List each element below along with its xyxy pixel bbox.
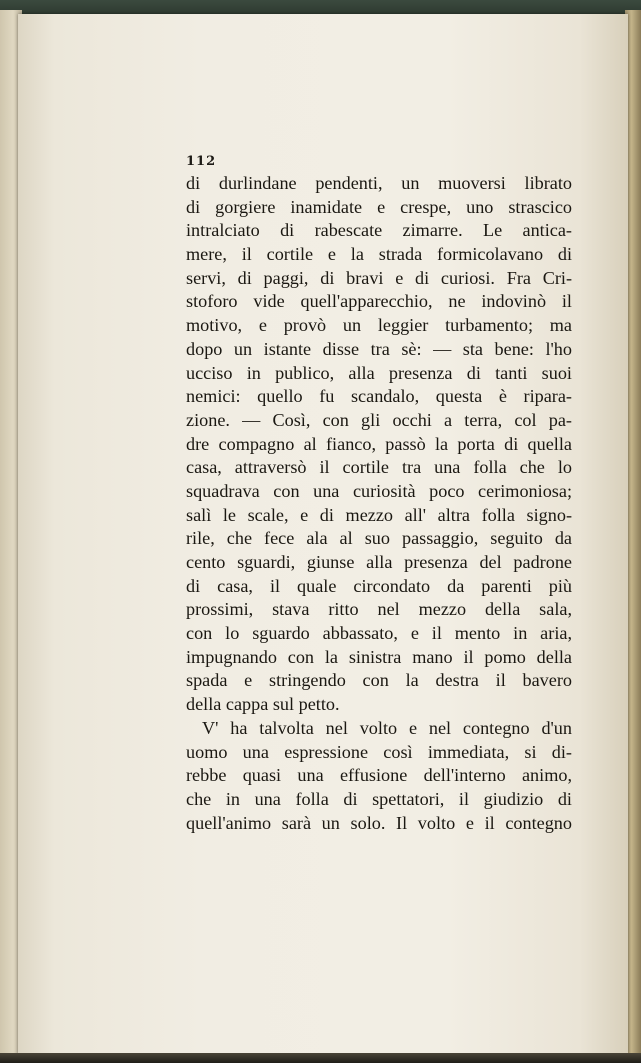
text-line: zione. — Così, con gli occhi a terra, col pa- <box>186 409 572 430</box>
text-line: di casa, il quale circondato da parenti più <box>186 575 572 596</box>
text-line: ucciso in publico, alla presenza di tanti suoi <box>186 362 572 383</box>
text-line: spada e stringendo con la destra il bavero <box>186 670 572 691</box>
text-line: mere, il cortile e la strada formicolavano di <box>186 244 572 265</box>
text-line: dre compagno al fianco, passò la porta di quella <box>186 433 572 454</box>
text-line: dopo un istante disse tra sè: — sta bene: l'ho <box>186 338 572 359</box>
text-line: intralciato di rabescate zimarre. Le antica- <box>186 220 572 241</box>
text-line: casa, attraversò il cortile tra una folla che lo <box>186 457 572 478</box>
text-line: che in una folla di spettatori, il giudizio di <box>186 788 572 809</box>
text-line: nemici: quello fu scandalo, questa è ripara- <box>186 386 572 407</box>
text-line: rile, che fece ala al suo passaggio, seguito da <box>186 528 572 549</box>
text-line: motivo, e provò un leggier turbamento; ma <box>186 315 572 336</box>
text-line: con lo sguardo abbassato, e il mento in aria, <box>186 623 572 644</box>
text-line: servi, di paggi, di bravi e di curiosi. Fra Cri- <box>186 267 572 288</box>
text-line: di durlindane pendenti, un muoversi librato <box>186 173 572 193</box>
paragraph-end-line: della cappa sul petto. <box>186 694 340 715</box>
text-line: quell'animo sarà un solo. Il volto e il contegno <box>186 812 572 833</box>
paragraph-start-line: V' ha talvolta nel volto e nel contegno d'un <box>202 717 572 738</box>
text-line: di gorgiere inamidate e crespe, uno strascico <box>186 196 572 217</box>
page-number: 112 <box>186 154 217 169</box>
text-line: salì le scale, e di mezzo all' altra folla signo- <box>186 504 572 525</box>
text-line: impugnando con la sinistra mano il pomo della <box>186 646 572 667</box>
text-line: rebbe quasi una effusione dell'interno animo, <box>186 765 572 786</box>
scan-bottom-edge <box>0 1053 641 1063</box>
text-line: stoforo vide quell'apparecchio, ne indovinò il <box>186 291 572 312</box>
text-line: cento sguardi, giunse alla presenza del padrone <box>186 552 572 572</box>
text-line: uomo una espressione così immediata, si di- <box>186 741 572 762</box>
text-line: prossimi, stava ritto nel mezzo della sala, <box>186 599 572 620</box>
body-text <box>186 172 572 835</box>
text-line: squadrava con una curiosità poco cerimoniosa; <box>186 480 572 501</box>
